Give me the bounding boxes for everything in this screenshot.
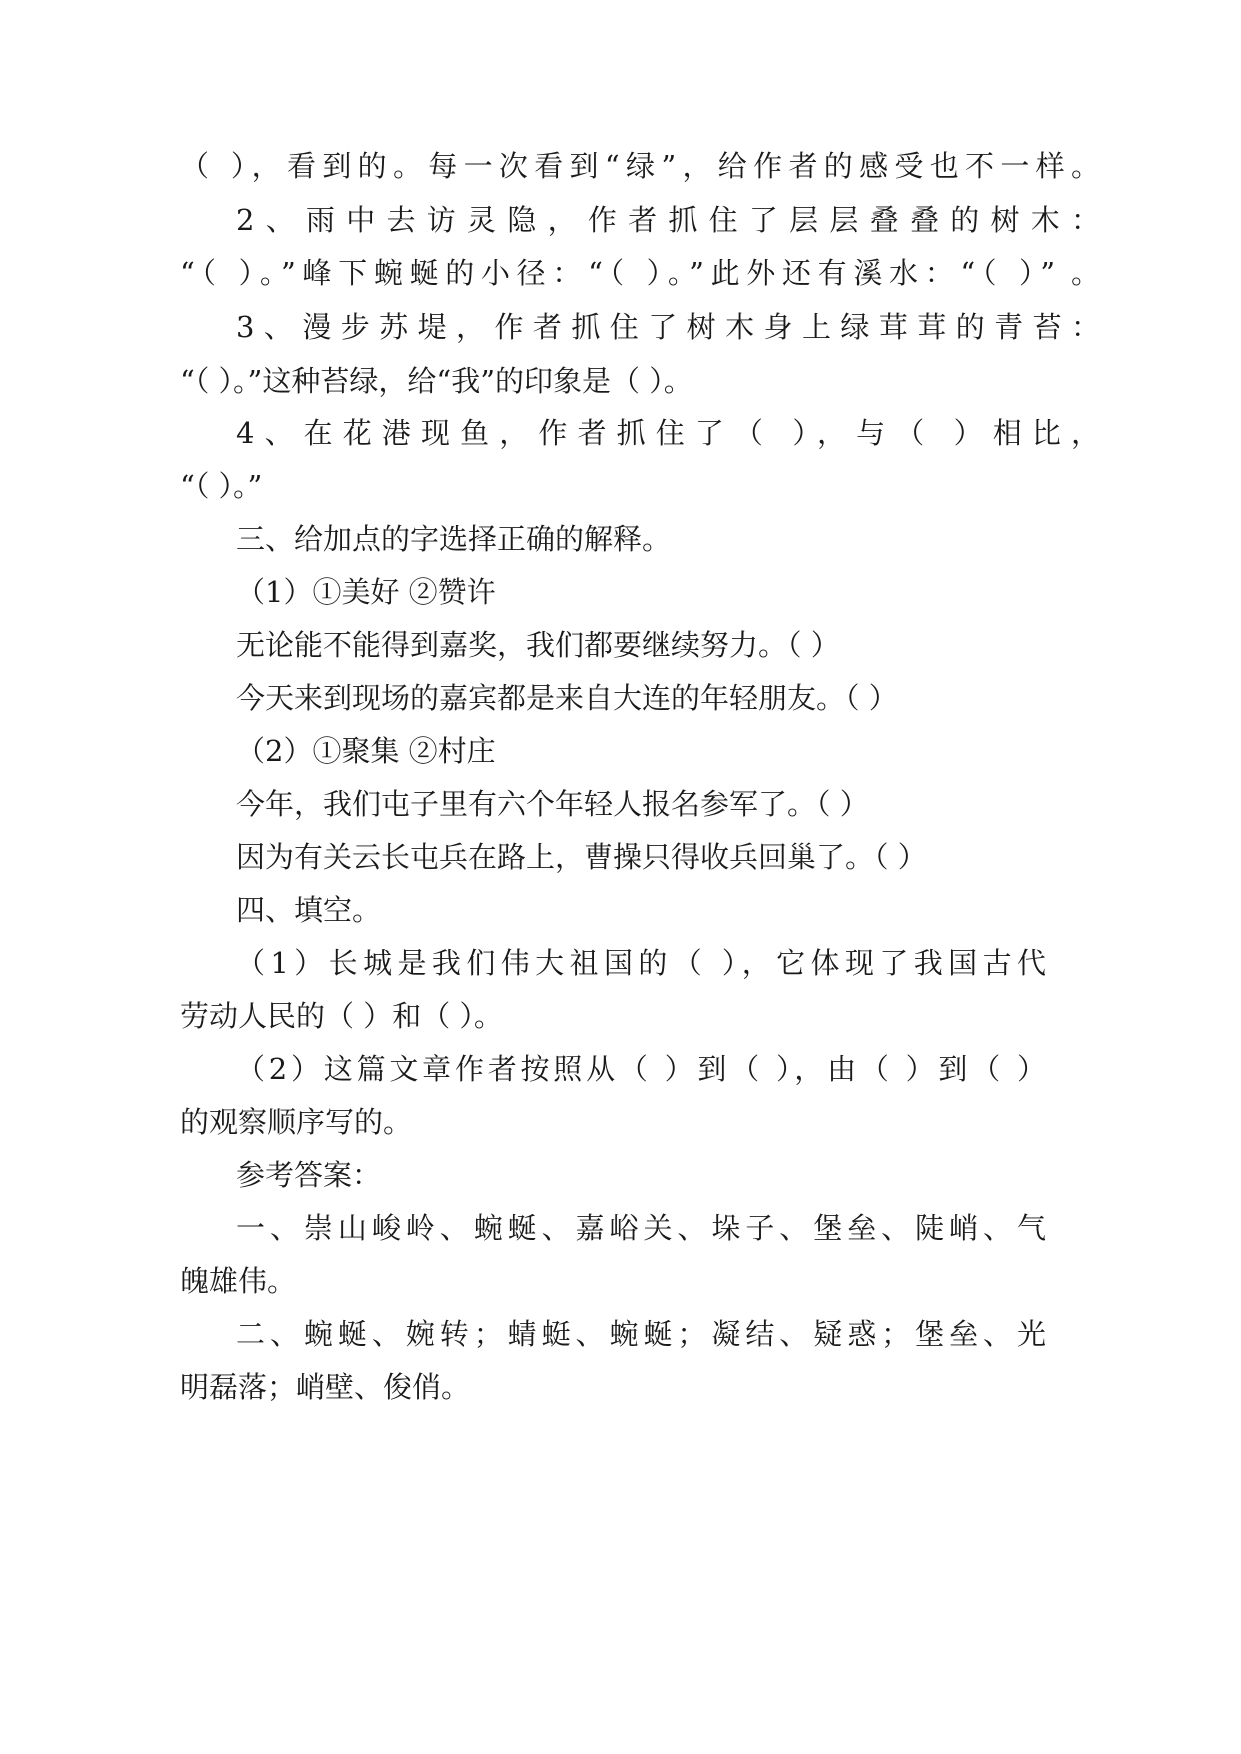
text-line-7: “（ ）。” bbox=[180, 469, 263, 503]
text-line-24: 明磊落；峭壁、俊俏。 bbox=[180, 1370, 471, 1404]
text-line-6: 4、在花港现鱼，作者抓住了（ ），与（ ）相比， bbox=[236, 416, 1100, 450]
text-line-4: 3、漫步苏堤，作者抓住了树木身上绿茸茸的青苔： bbox=[236, 310, 1100, 344]
text-line-18: （2）这篇文章作者按照从（ ）到（ ），由（ ）到（ ） bbox=[236, 1052, 1046, 1086]
section-heading-3: 三、给加点的字选择正确的解释。 bbox=[236, 522, 672, 556]
text-line-11: 今天来到现场的嘉宾都是来自大连的年轻朋友。（ ） bbox=[236, 681, 898, 715]
text-line-17: 劳动人民的（ ）和（ ）。 bbox=[180, 999, 503, 1033]
text-line-19: 的观察顺序写的。 bbox=[180, 1105, 413, 1139]
text-line-5: “（ ）。”这种苔绿，给“我”的印象是（ ）。 bbox=[180, 364, 693, 398]
answers-heading: 参考答案： bbox=[236, 1158, 382, 1192]
text-line-9: （1）①美好 ②赞许 bbox=[236, 575, 496, 609]
text-line-22: 魄雄伟。 bbox=[180, 1264, 297, 1298]
text-line-16: （1）长城是我们伟大祖国的（ ），它体现了我国古代 bbox=[236, 946, 1046, 980]
text-line-14: 因为有关云长屯兵在路上，曹操只得收兵回巢了。（ ） bbox=[236, 840, 927, 874]
text-line-13: 今年，我们屯子里有六个年轻人报名参军了。（ ） bbox=[236, 787, 869, 821]
text-line-12: （2）①聚集 ②村庄 bbox=[236, 734, 496, 768]
section-heading-4: 四、填空。 bbox=[236, 893, 382, 927]
text-line-10: 无论能不能得到嘉奖，我们都要继续努力。（ ） bbox=[236, 628, 840, 662]
text-line-2: 2、雨中去访灵隐，作者抓住了层层叠叠的树木： bbox=[236, 203, 1100, 237]
text-line-1: （ ），看到的。每一次看到“绿”，给作者的感受也不一样。 bbox=[180, 149, 1100, 183]
text-line-21: 一、崇山峻岭、蜿蜒、嘉峪关、垛子、堡垒、陡峭、气 bbox=[236, 1211, 1046, 1245]
text-line-3: “（ ）。”峰下蜿蜒的小径：“（ ）。”此外还有溪水：“（ ）” 。 bbox=[180, 256, 1100, 290]
text-line-23: 二、蜿蜒、婉转；蜻蜓、蜿蜒；凝结、疑惑；堡垒、光 bbox=[236, 1317, 1046, 1351]
